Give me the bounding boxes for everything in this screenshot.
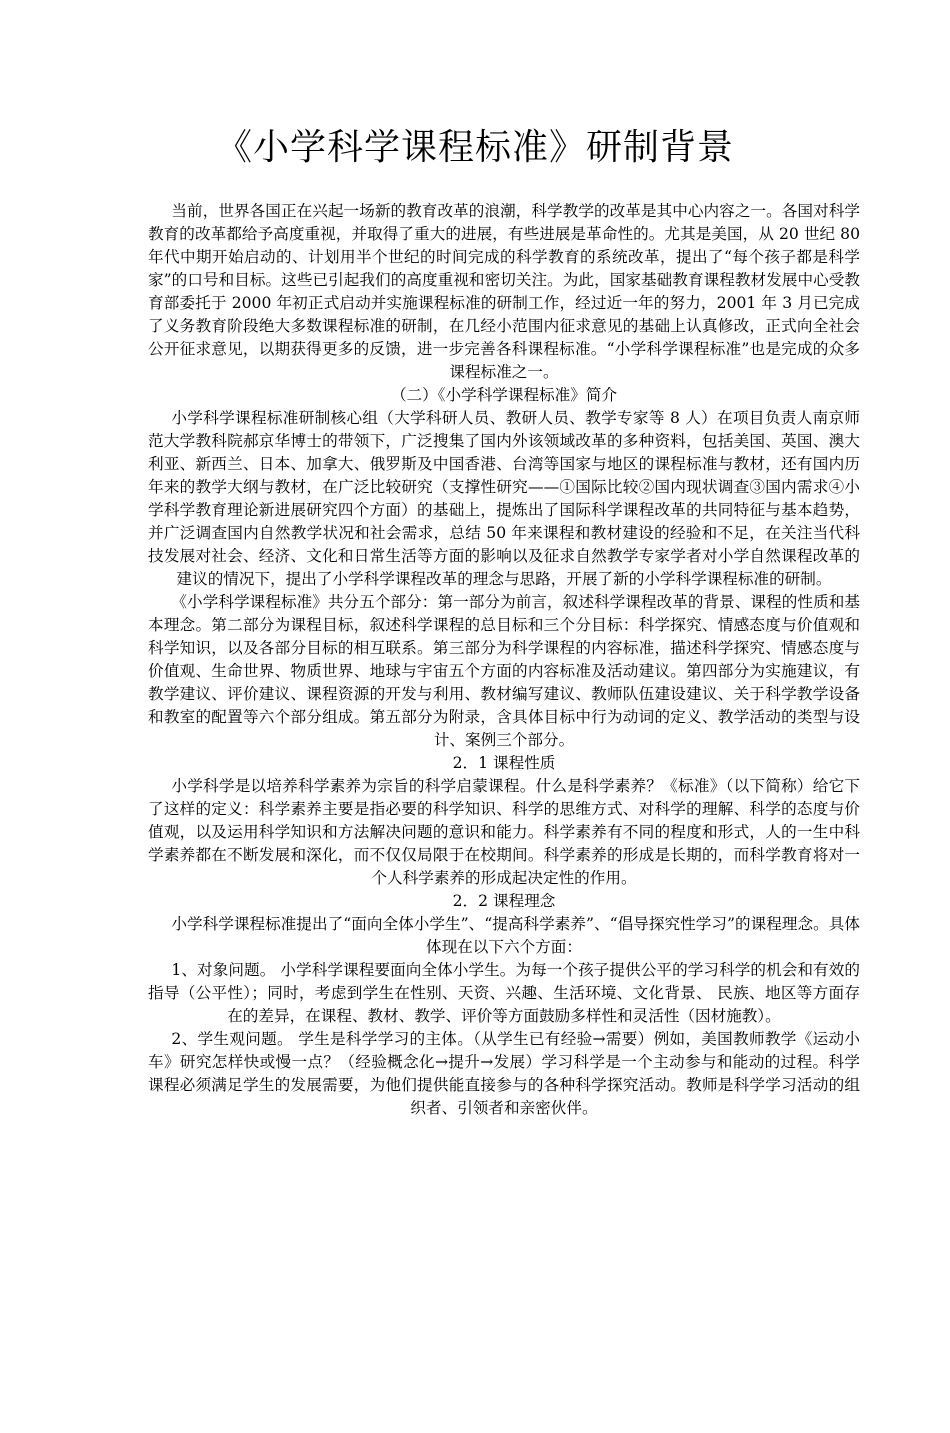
paragraph-target-question: 1、对象问题。 小学科学课程要面向全体小学生。为每一个孩子提供公平的学习科学的机会和有效的指导（公平性）；同时，考虑到学生在性别、天资、兴趣、生活环境、文化背景、 民族、地区等方面存在的差异，在课程、教材、教学、评价等方面鼓励多样性和灵活性（因材施教）。: [148, 961, 860, 1025]
paragraph-student-view: 2、学生观问题。 学生是科学学习的主体。（从学生已有经验→需要）例如，美国教师教学《运动小车》研究怎样快或慢一点？（经验概念化→提升→发展）学习科学是一个主动参与和能动的过程。科学课程必须满足学生的发展需要，为他们提供能直接参与的各种科学探究活动。教师是科学学习活动的组织者、引领者和亲密伙伴。: [148, 1030, 860, 1117]
paragraph-research-group: 小学科学课程标准研制核心组（大学科研人员、教研人员、教学专家等 8 人）在项目负责人南京师范大学教科院郝京华博士的带领下，广泛搜集了国内外该领域改革的多种资料，包括美国、英国、澳大利亚、新西兰、日本、加拿大、俄罗斯及中国香港、台湾等国家与地区的课程标准与教材，还有国内历年来的教学大纲与教材，在广泛比较研究（支撑性研究——①国际比较②国内现状调查③国内需求④小学科学教育理论新进展研究四个方面）的基础上，提炼出了国际科学课程改革的共同特征与基本趋势，并广泛调查国内自然教学状况和社会需求，总结 50 年来课程和教材建设的经验和不足，在关注当代科技发展对社会、经济、文化和日常生活等方面的影响以及征求自然教学专家学者对小学自然课程改革的建议的情况下，提出了小学科学课程改革的理念与思路，开展了新的小学科学课程标准的研制。: [148, 409, 860, 588]
document-title: 《小学科学课程标准》研制背景: [215, 127, 734, 168]
paragraph-structure: 《小学科学课程标准》共分五个部分：第一部分为前言，叙述科学课程改革的背景、课程的性质和基本理念。第二部分为课程目标，叙述科学课程的总目标和三个分目标：科学探究、情感态度与价值观和科学知识，以及各部分目标的相互联系。第三部分为科学课程的内容标准，描述科学探究、情感态度与价值观、生命世界、物质世界、地球与宇宙五个方面的内容标准及活动建议。第四部分为实施建议，有教学建议、评价建议、课程资源的开发与利用、教材编写建议、教师队伍建设建议、关于科学教学设备和教室的配置等六个部分组成。第五部分为附录，含具体目标中行为动词的定义、教学活动的类型与设计、案例三个部分。: [148, 593, 860, 749]
section-heading-nature: 2．1 课程性质: [452, 754, 556, 772]
document-body: [148, 200, 860, 1120]
section-heading-concept: 2．2 课程理念: [452, 892, 556, 910]
section-heading-intro: （二）《小学科学课程标准》简介: [390, 386, 618, 404]
paragraph-background: 当前，世界各国正在兴起一场新的教育改革的浪潮，科学教学的改革是其中心内容之一。各国对科学教育的改革都给予高度重视，并取得了重大的进展，有些进展是革命性的。尤其是美国，从 20 世纪 80 年代中期开始启动的、计划用半个世纪的时间完成的科学教育的系统改革，提出了“每个孩子都是科学家”的口号和目标。这些已引起我们的高度重视和密切关注。为此，国家基础教育课程教材发展中心受教育部委托于 2000 年初正式启动并实施课程标准的研制工作，经过近一年的努力，2001 年 3 月已完成了义务教育阶段绝大多数课程标准的研制，在几经小范围内征求意见的基础上认真修改，正式向全社会公开征求意见，以期获得更多的反馈，进一步完善各科课程标准。“小学科学课程标准”也是完成的众多课程标准之一。: [148, 202, 860, 381]
paragraph-nature: 小学科学是以培养科学素养为宗旨的科学启蒙课程。什么是科学素养？《标准》（以下简称）给它下了这样的定义：科学素养主要是指必要的科学知识、科学的思维方式、对科学的理解、科学的态度与价值观，以及运用科学知识和方法解决问题的意识和能力。科学素养有不同的程度和形式，人的一生中科学素养都在不断发展和深化，而不仅仅局限于在校期间。科学素养的形成是长期的，而科学教育将对一个人科学素养的形成起决定性的作用。: [148, 777, 860, 887]
paragraph-concept-intro: 小学科学课程标准提出了“面向全体小学生”、“提高科学素养”、“倡导探究性学习”的课程理念。具体体现在以下六个方面：: [171, 915, 860, 956]
